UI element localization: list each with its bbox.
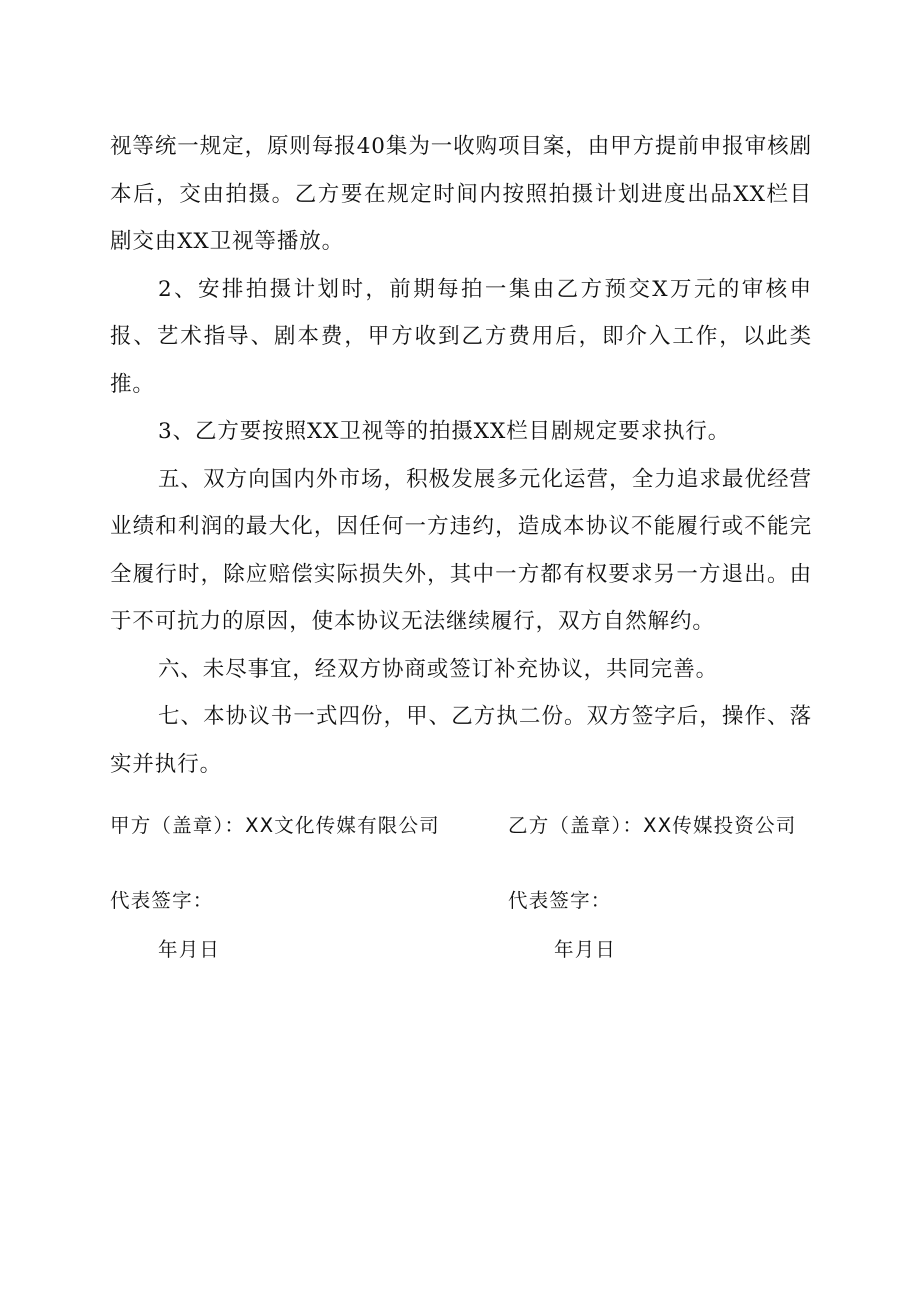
paragraph-article-7: 七、本协议书一式四份，甲、乙方执二份。双方签字后，操作、落实并执行。: [110, 704, 812, 777]
party-b-representative-signature: 代表签字：: [508, 889, 612, 912]
paragraph-continuation: 视等统一规定，原则每报40集为一收购项目案，由甲方提前申报审核剧本后，交由拍摄。乙方要在规定时间内按照拍摄计划进度出品XX栏目剧交由XX卫视等播放。: [110, 134, 812, 254]
agreement-body: [110, 123, 812, 788]
party-b-date: 年月日: [554, 938, 617, 961]
party-a-representative-signature: 代表签字：: [110, 889, 214, 912]
party-a-date: 年月日: [158, 938, 221, 961]
paragraph-article-6: 六、未尽事宜，经双方协商或签订补充协议，共同完善。: [158, 656, 719, 682]
party-b-seal: 乙方（盖章）：XX传媒投资公司: [508, 814, 797, 837]
paragraph-clause-2: 2、安排拍摄计划时，前期每拍一集由乙方预交X万元的审核申报、艺术指导、剧本费，甲方收到乙方费用后，即介入工作，以此类推。: [110, 276, 812, 397]
paragraph-article-5: 五、双方向国内外市场，积极发展多元化运营，全力追求最优经营业绩和利润的最大化，因任何一方违约，造成本协议不能履行或不能完全履行时，除应赔偿实际损失外，其中一方都有权要求另一方退出。由于不可抗力的原因，使本协议无法继续履行，双方自然解约。: [110, 466, 812, 634]
party-a-seal: 甲方（盖章）：XX文化传媒有限公司: [110, 814, 440, 837]
paragraph-clause-3: 3、乙方要按照XX卫视等的拍摄XX栏目剧规定要求执行。: [158, 419, 731, 444]
